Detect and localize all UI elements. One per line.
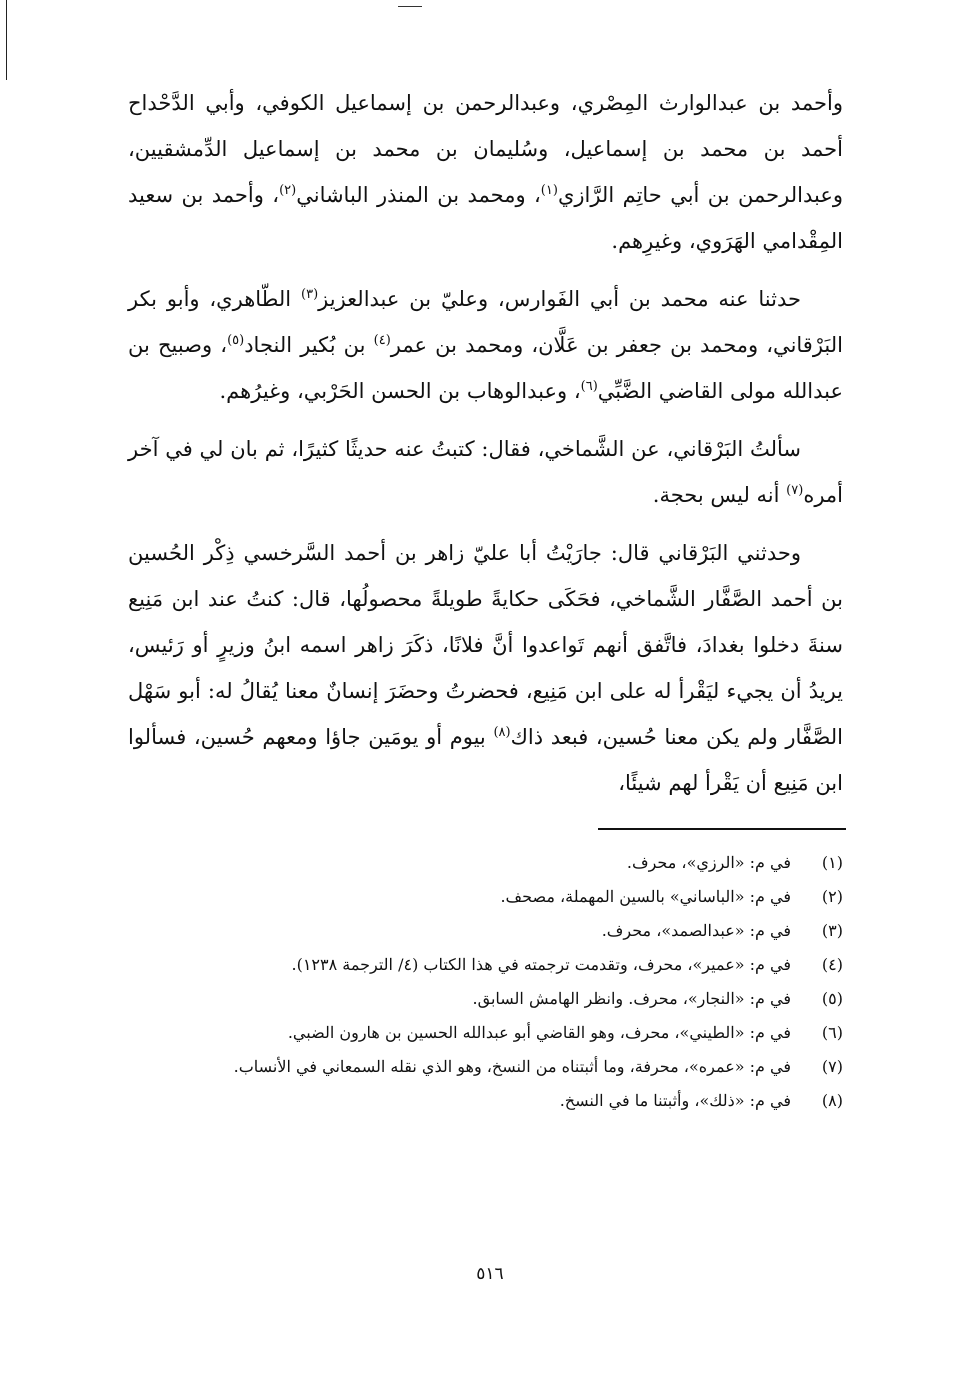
footnote-ref-1: (١) [540,183,558,198]
footnote-item [128,1050,843,1084]
footnote-number: (١) [821,853,843,872]
top-mark [398,6,422,7]
footnote-number: (٥) [821,989,843,1008]
footnote-item [128,846,843,880]
footnote-ref-2: (٢) [279,183,297,198]
text-run: وأحمد بن عبدالوارث المِصْري، وعبدالرحمن بن إسماعيل الكوفي، وأبي الدَّحْداح أحمد بن محمد بن إسماعيل، وسُليمان بن محمد بن إسماعيل الدِّمشقيين، وعبدالرحمن بن أبي حاتِم الرَّازي [128,91,844,207]
paragraph-4 [128,530,843,806]
footnote-ref-3: (٣) [301,287,319,302]
footnote-text: في م: «الرزي»، محرف. [626,853,791,872]
text-run: ، وعبدالوهاب بن الحسن الحَرْبي، وغيرُهم. [219,379,581,403]
footnote-number: (٨) [821,1091,843,1110]
footnote-item [128,948,843,982]
footnote-ref-8: (٨) [493,725,511,740]
footnotes-list [128,846,843,1118]
footnote-text: في م: «عمره»، محرفة، وما أثبتناه من النسخ، وهو الذي نقله السمعاني في الأنساب. [233,1057,791,1076]
paragraph-2 [128,276,843,414]
text-run: بن بُكير النجاد [244,333,374,357]
text-run: الطّاهري، وأبو بكر البَرْقاني، ومحمد بن جعفر بن عَلَّان، ومحمد بن عمر [128,287,844,357]
footnote-item [128,914,843,948]
footnote-number: (٧) [821,1057,843,1076]
footnote-ref-4: (٤) [373,333,391,348]
main-text [128,80,843,818]
text-run: ، وأحمد بن سعيد المِقْدامي الهَرَوي، وغيرِهم. [128,183,843,253]
footnote-item [128,1016,843,1050]
text-run: حدثنا عنه محمد بن أبي الفَوارس، وعليّ بن عبدالعزيز [318,287,801,311]
text-run: سألتُ البَرْقاني، عن الشَّماخي، فقال: كتبتُ عنه حديثًا كثيرًا، ثم بان لي في آخر أمره [128,437,843,507]
text-run: بيوم أو يومَين جاؤا ومعهم حُسين، فسألوا ابن مَنِيع أن يَقْرأ لهم شيئًا، [128,725,843,795]
footnote-text: في م: «عمير»، محرف، وتقدمت ترجمته في هذا الكتاب (٤/ الترجمة ١٢٣٨). [291,955,791,974]
footnote-text: في م: «الباساني» بالسين المهملة، مصحف. [500,887,791,906]
footnote-number: (٣) [821,921,843,940]
paragraph-3 [128,426,843,518]
footnote-separator [598,828,846,830]
footnote-number: (٢) [821,887,843,906]
footnote-ref-6: (٦) [580,379,598,394]
paragraph-1 [128,80,843,264]
footnote-text: في م: «الطيني»، محرف، وهو القاضي أبو عبدالله الحسين بن هارون الضبي. [287,1023,791,1042]
page-number: ٥١٦ [476,1264,504,1284]
footnote-number: (٦) [821,1023,843,1042]
footnote-ref-5: (٥) [227,333,245,348]
text-run: أنه ليس بحجة. [652,483,787,507]
footnote-item [128,880,843,914]
text-run: وحدثني البَرْقاني قال: جارَيْتُ أبا عليّ زاهر بن أحمد السَّرخسي ذِكْر الحُسين بن أحمد الصَّفَّار الشَّماخي، فحَكَى حكايةً طويلةً محصولُها، قال: كنتُ عند ابن مَنِيع سنةَ دخلوا بغدادَ، فاتَّفق أنهم تَواعدوا أنَّ فلانًا، ذكَرَ زاهر اسمه ابنُ وزيرٍ أو رَئيس، يريدُ أن يجيء ليَقْرأ له على ابن مَنِيع، فحضرتُ وحضَرَ إنسانٌ معنا يُقالُ له: أبو سَهْل الصَّفَّار ولم يكن معنا حُسين، فبعد ذاك [128,541,843,749]
margin-rule [6,0,7,80]
footnote-item [128,1084,843,1118]
text-run: ، وصبيح بن عبدالله مولى القاضي الضَّبِّي [128,333,843,403]
footnote-text: في م: «عبدالصمد»، محرف. [601,921,791,940]
footnote-ref-7: (٧) [786,483,804,498]
footnote-number: (٤) [821,955,843,974]
footnote-text: في م: «النجار»، محرف. وانظر الهامش السابق. [472,989,791,1008]
footnote-item [128,982,843,1016]
text-run: ، ومحمد بن المنذر الباشاني [296,183,541,207]
footnote-text: في م: «ذلك»، وأثبتنا ما في النسخ. [559,1091,791,1110]
